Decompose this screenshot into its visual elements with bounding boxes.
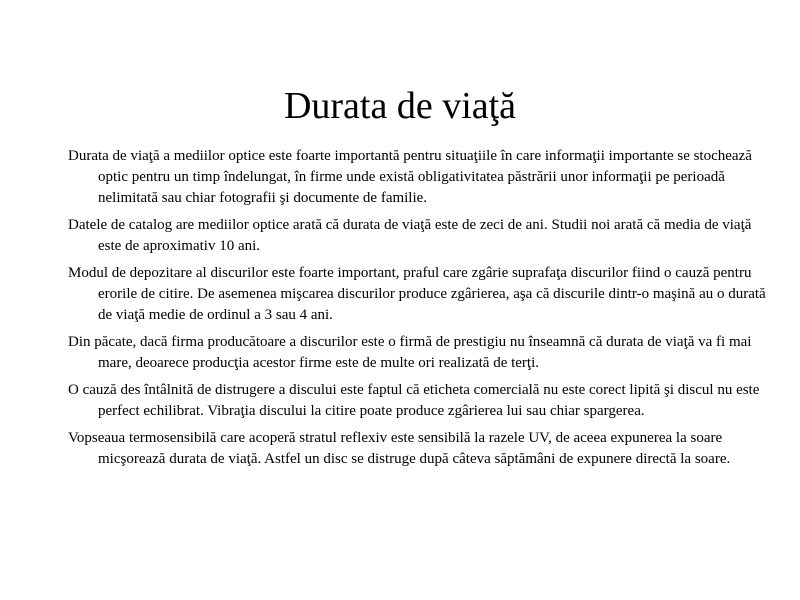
paragraph-uv-exposure: Vopseaua termosensibilă care acoperă stratul reflexiv este sensibilă la razele UV, de aceea expunerea la soare micşorează durata de viaţă. Astfel un disc se distruge după câteva săptămâni de expunere directă la soare.: [68, 430, 731, 467]
paragraph-storage: Modul de depozitare al discurilor este foarte important, praful care zgârie suprafaţa discurilor fiind o cauză pentru erorile de citire. De asemenea mişcarea discurilor produce zgârierea, aşa că discurile dintr-o maşină au o durată de viaţă medie de ordinul a 3 sau 4 ani.: [68, 265, 766, 323]
paragraph-catalog-data: Datele de catalog are mediilor optice arată că durata de viaţă este de zeci de ani. Studii noi arată că media de viaţă este de aproximativ 10 ani.: [68, 217, 752, 254]
slide-content: [68, 146, 768, 476]
paragraph-label-cause: O cauză des întâlnită de distrugere a discului este faptul că eticheta comercială nu este corect lipită şi discul nu este perfect echilibrat. Vibraţia discului la citire poate produce zgârierea lui sau chiar spargerea.: [68, 382, 760, 419]
slide-title: Durata de viaţă: [283, 85, 517, 127]
paragraph-manufacturer: Din păcate, dacă firma producătoare a discurilor este o firmă de prestigiu nu înseamnă că durata de viaţă va fi mai mare, deoarece producţia acestor firme este de multe ori realizată de terţi.: [68, 334, 752, 371]
paragraph-lifetime-importance: Durata de viaţă a mediilor optice este foarte importantă pentru situaţiile în care informaţii importante se stochează optic pentru un timp îndelungat, în firme unde există obligativitatea păstrării unor informaţii pe perioadă nelimitată sau chiar fotografii şi documente de familie.: [68, 148, 752, 206]
